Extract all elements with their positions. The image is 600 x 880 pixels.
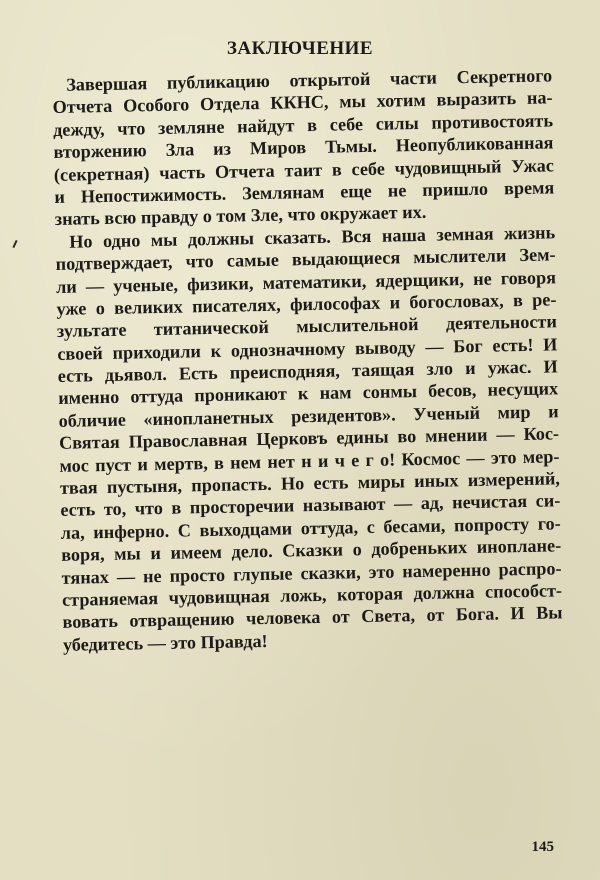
text-line: вовать отвращению человека от Света, от Бога. И Вы	[62, 602, 563, 633]
text-line: зультате титанической мыслительной деятельности	[56, 311, 558, 342]
text-line: воря, мы и имеем дело. Сказки о добреньких инопланe-	[61, 535, 562, 566]
text-line: страняемая чудовищная ложь, которая должна способст-	[61, 580, 563, 610]
text-line: знать всю правду о том Зле, что окружает их.	[54, 202, 427, 230]
text-line: обличие «инопланетных резидентов». Ученый мир и	[58, 401, 559, 431]
text-line: и Непостижимость. Землянам еще не пришло время	[54, 177, 555, 207]
text-line: Но одно мы должны сказать. Вся наша земная жизнь	[69, 222, 556, 252]
text-line: уже о великих писателях, философах и богословах, в ре-	[56, 289, 557, 319]
text-line: своей приходили к однозначному выводу — Бог есть! И	[57, 334, 558, 364]
text-line: твая пустыня, пропасть. Но есть миры иных измерений,	[59, 468, 561, 498]
text-line: (секретная) часть Отчета таит в себе чудовищный Ужас	[53, 154, 555, 185]
text-line: дежду, что земляне найдут в себе силы противостоять	[52, 110, 554, 140]
text-line: убедитесь — это Правда!	[62, 630, 268, 655]
text-line: Святая Православная Церковъ едины во мнении — Кос-	[58, 423, 560, 454]
text-line: вторжению Зла из Миров Тьмы. Неопубликованная	[53, 132, 554, 163]
text-line: подтверждает, что самые выдающиеся мыслители Зем-	[55, 244, 556, 275]
text-line: мос пуст и мертв, в нем нет н и ч е г о! Космос — это мер-	[59, 445, 560, 476]
text-line: именно оттуда проникают к нам сонмы бесов, несущих	[58, 378, 559, 409]
text-line: Завершая публикацию открытой части Секретного	[66, 65, 553, 95]
page-number: 145	[531, 839, 554, 855]
text-line: Отчета Особого Отдела ККНС, мы хотим выразить на-	[52, 87, 553, 118]
chapter-title: ЗАКЛЮЧЕНИЕ	[226, 38, 374, 59]
text-line: есть дьявол. Есть преисподняя, таящая зло и ужас. И	[57, 356, 558, 387]
body-text	[52, 64, 563, 656]
text-line: есть то, что в просторечии называют — ад, нечистая си-	[60, 490, 561, 521]
text-line: ла, инферно. С выходцами оттуда, с бесами, попросту го-	[60, 513, 561, 543]
text-line: ли — ученые, физики, математики, ядерщики, не говоря	[55, 266, 557, 297]
text-line: тянах — не просто глупые сказки, это намеренно распро-	[61, 557, 562, 588]
margin-mark	[12, 240, 17, 248]
